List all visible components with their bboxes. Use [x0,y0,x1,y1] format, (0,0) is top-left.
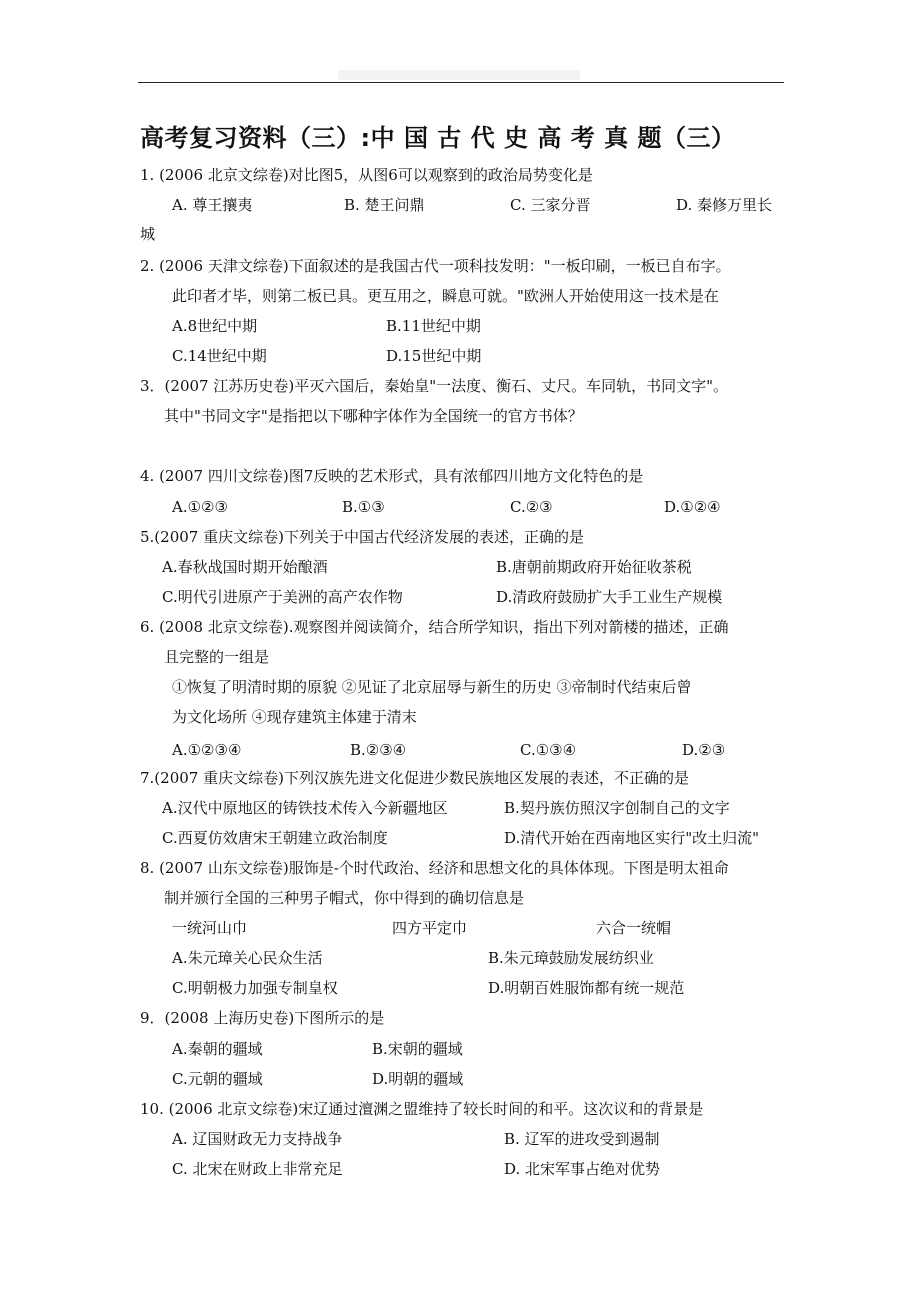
question-text: 且完整的一组是 [164,648,270,666]
answer-option: C.明朝极力加强专制皇权 [172,979,338,997]
question-text: 5.(2007 重庆文综卷)下列关于中国古代经济发展的表述，正确的是 [140,528,584,546]
answer-option: B. 楚王问鼎 [344,196,425,214]
answer-option: B.②③④ [350,741,407,759]
answer-option: B.①③ [342,498,385,516]
answer-option: B.契丹族仿照汉字创制自己的文字 [504,799,730,817]
answer-option: D. 秦修万里长 [676,196,773,214]
answer-option: C.明代引进原产于美洲的高产农作物 [162,588,403,606]
answer-option: D.明朝的疆域 [372,1070,464,1088]
answer-option: C.①③④ [520,741,577,759]
image-caption: 一统河山巾 [172,919,248,937]
answer-option: B. 辽军的进攻受到遏制 [504,1130,660,1148]
question-text: 此印者才毕，则第二板已具。更互用之，瞬息可就。"欧洲人开始使用这一技术是在 [172,287,719,305]
answer-option: D. 北宋军事占绝对优势 [504,1160,661,1178]
answer-option: A. 尊王攘夷 [172,196,253,214]
question-text: 其中"书同文字"是指把以下哪种字体作为全国统一的官方书体？ [164,407,583,425]
question-text: ①恢复了明清时期的原貌 ②见证了北京屈辱与新生的历史 ③帝制时代结束后曾 [172,678,692,696]
question-text: 为文化场所 ④现存建筑主体建于清末 [172,708,417,726]
image-caption: 六合一统帽 [596,919,672,937]
answer-option: C.元朝的疆域 [172,1070,263,1088]
image-caption: 四方平定巾 [392,919,468,937]
answer-option: D.清政府鼓励扩大手工业生产规模 [496,588,723,606]
answer-option: D.明朝百姓服饰都有统一规范 [488,979,685,997]
answer-option: C.14世纪中期 [172,347,267,365]
answer-option: D.15世纪中期 [386,347,482,365]
answer-option: B.朱元璋鼓励发展纺织业 [488,949,654,967]
question-text: 9．(2008 上海历史卷)下图所示的是 [140,1009,385,1027]
answer-option: A.汉代中原地区的铸铁技术传入今新疆地区 [162,799,448,817]
answer-option: 城 [140,225,156,243]
answer-option: D.清代开始在西南地区实行"改土归流" [504,829,760,847]
question-text: 6. (2008 北京文综卷).观察图并阅读简介，结合所学知识，指出下列对箭楼的描述，正确 [140,618,729,636]
answer-option: D.②③ [682,741,726,759]
header-rule [138,82,784,83]
question-text: 4. (2007 四川文综卷)图7反映的艺术形式，具有浓郁四川地方文化特色的是 [140,467,644,485]
answer-option: B.11世纪中期 [386,317,481,335]
answer-option: B.宋朝的疆域 [372,1040,463,1058]
answer-option: A.①②③ [172,498,228,516]
header-shade [338,70,580,80]
page-title: 高考复习资料（三）:中 国 古 代 史 高 考 真 题（三） [140,124,736,152]
question-text: 7.(2007 重庆文综卷)下列汉族先进文化促进少数民族地区发展的表述，不正确的是 [140,769,689,787]
answer-option: C. 三家分晋 [510,196,591,214]
answer-option: A. 辽国财政无力支持战争 [172,1130,343,1148]
answer-option: A.春秋战国时期开始酿酒 [162,558,328,576]
question-text: 3．(2007 江苏历史卷)平灭六国后，秦始皇"一法度、衡石、丈尺。车同轨，书同文字"。 [140,377,728,395]
question-text: 1. (2006 北京文综卷)对比图5，从图6可以观察到的政治局势变化是 [140,166,593,184]
answer-option: A.朱元璋关心民众生活 [172,949,323,967]
question-text: 制并颁行全国的三种男子帽式，你中得到的确切信息是 [164,889,525,907]
answer-option: C.西夏仿效唐宋王朝建立政治制度 [162,829,388,847]
answer-option: C. 北宋在财政上非常充足 [172,1160,343,1178]
answer-option: A.秦朝的疆域 [172,1040,263,1058]
answer-option: A.①②③④ [172,741,242,759]
answer-option: C.②③ [510,498,553,516]
answer-option: A.8世纪中期 [172,317,258,335]
question-text: 10. (2006 北京文综卷)宋辽通过澶渊之盟维持了较长时间的和平。这次议和的背景是 [140,1100,704,1118]
question-text: 2. (2006 天津文综卷)下面叙述的是我国古代一项科技发明："一板印刷，一板已自布字。 [140,257,731,275]
answer-option: D.①②④ [664,498,721,516]
question-text: 8. (2007 山东文综卷)服饰是-个时代政治、经济和思想文化的具体体现。下图是明太祖命 [140,859,729,877]
answer-option: B.唐朝前期政府开始征收茶税 [496,558,692,576]
